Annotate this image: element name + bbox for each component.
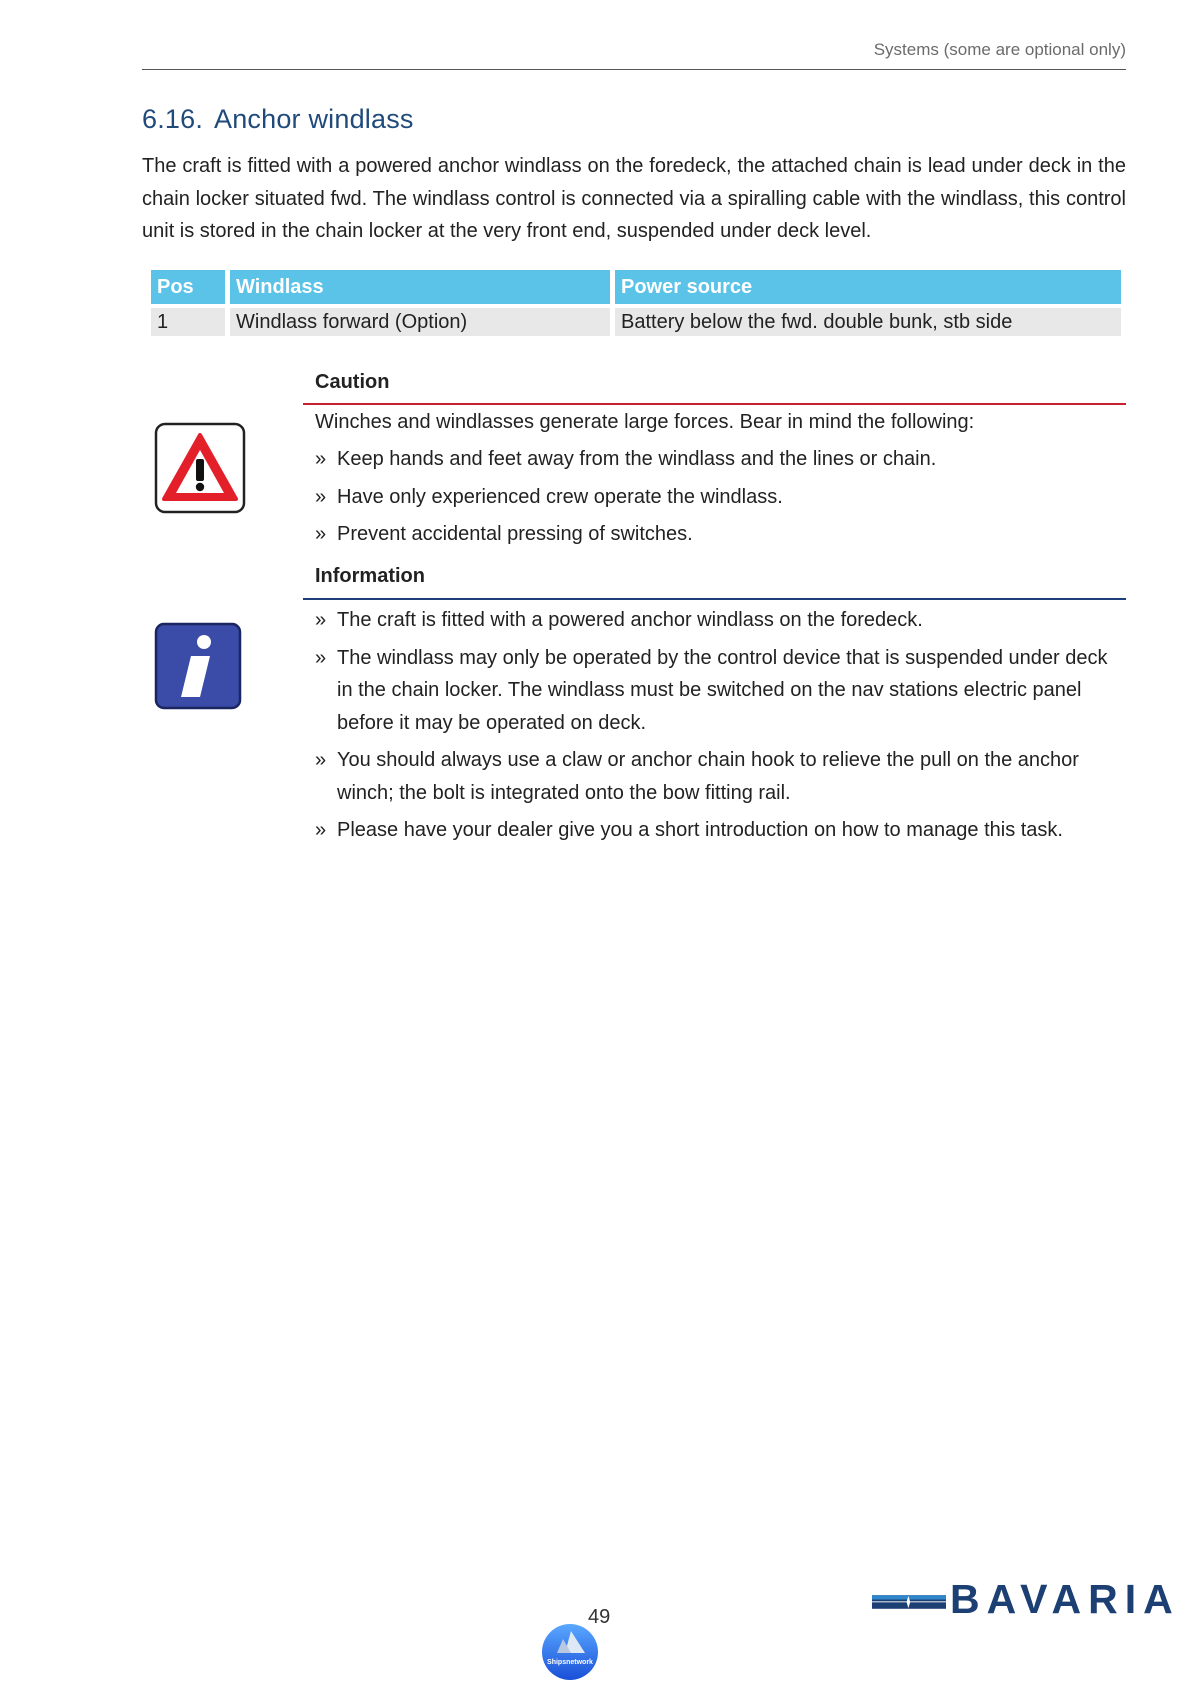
- information-rule: [303, 598, 1126, 600]
- page-number: 49: [588, 1606, 611, 1628]
- header-rule: [142, 69, 1126, 70]
- list-item: » Please have your dealer give you a short introduction on how to manage this task.: [315, 814, 1115, 847]
- list-item: » You should always use a claw or anchor chain hook to relieve the pull on the anchor winch; the bolt is integrated onto the bow fitting rail.: [315, 744, 1115, 809]
- section-title-text: Anchor windlass: [214, 104, 414, 134]
- windlass-table: [146, 266, 1126, 340]
- brand-name: BAVARIA: [950, 1576, 1180, 1622]
- table-row: [151, 308, 1121, 336]
- section-number: 6.16.: [142, 104, 204, 134]
- information-heading: Information: [315, 565, 425, 587]
- list-item: » The windlass may only be operated by the control device that is suspended under deck in the chain locker. The windlass must be switched on the nav stations electric panel before it may be operated on deck.: [315, 642, 1115, 740]
- info-icon: [154, 622, 242, 710]
- header-windlass: Windlass: [230, 270, 610, 304]
- section-title: [142, 104, 414, 135]
- table-header-row: [151, 270, 1121, 304]
- caution-heading: Caution: [315, 371, 390, 393]
- header-pos: Pos: [151, 270, 225, 304]
- shipsnetwork-watermark: [541, 1623, 599, 1681]
- caution-rule: [303, 403, 1126, 405]
- bavaria-logo-mark: [872, 1580, 946, 1624]
- watermark-label: Shipsnetwork: [547, 1659, 593, 1666]
- warning-icon: [154, 422, 246, 514]
- caution-list: [315, 443, 1115, 556]
- list-item: » The craft is fitted with a powered anchor windlass on the foredeck.: [315, 604, 1115, 637]
- running-header: Systems (some are optional only): [873, 40, 1126, 59]
- intro-paragraph: The craft is fitted with a powered anchor windlass on the foredeck, the attached chain is lead under deck in the chain locker situated fwd. The windlass control is connected via a spiralling cable with the windlass, this control unit is stored in the chain locker at the very front end, suspended under deck level.: [142, 155, 1126, 242]
- cell-pos: 1: [151, 308, 225, 336]
- list-item: » Have only experienced crew operate the windlass.: [315, 481, 1115, 514]
- cell-power-source: Battery below the fwd. double bunk, stb side: [615, 308, 1121, 336]
- list-item: » Keep hands and feet away from the windlass and the lines or chain.: [315, 443, 1115, 476]
- header-power-source: Power source: [615, 270, 1121, 304]
- cell-windlass: Windlass forward (Option): [230, 308, 610, 336]
- list-item: » Prevent accidental pressing of switches.: [315, 518, 1115, 551]
- caution-lead: Winches and windlasses generate large forces. Bear in mind the following:: [315, 411, 975, 433]
- information-list: [315, 604, 1115, 852]
